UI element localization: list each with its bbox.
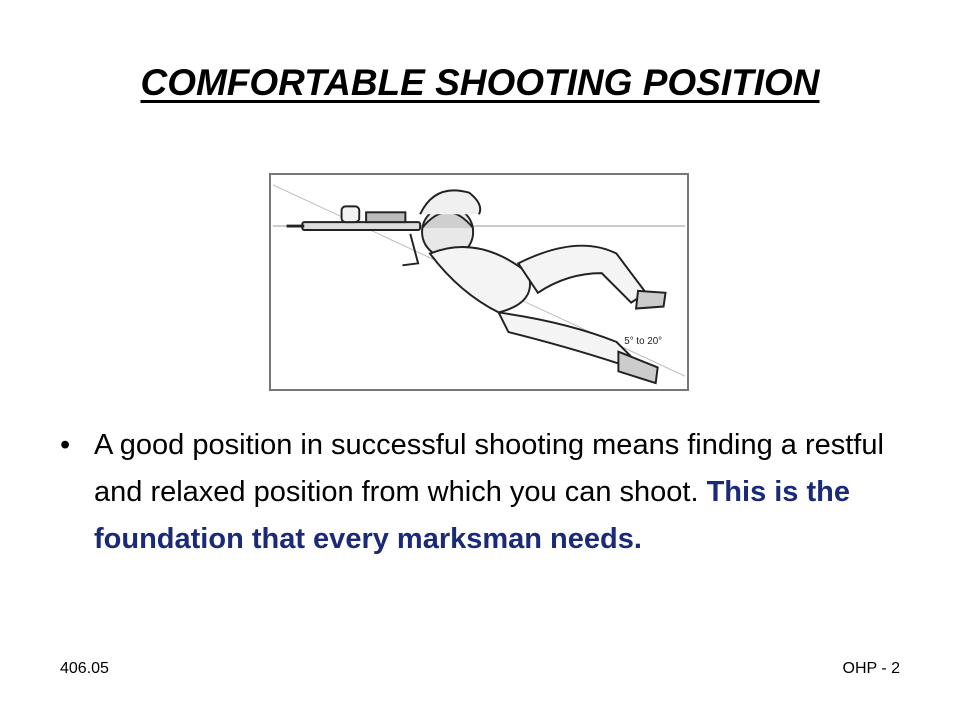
slide-title: COMFORTABLE SHOOTING POSITION [140, 62, 820, 103]
footer-code: 406.05 [60, 660, 109, 677]
bullet-text [94, 422, 894, 563]
bullet-marker: • [60, 429, 71, 461]
prone-shooter-drawing [271, 175, 687, 389]
bullet-plain-text: A good position in successful shooting means finding a restful and relaxed position from which you can shoot. [94, 429, 884, 508]
footer-slide-number: OHP - 2 [842, 660, 900, 677]
angle-label: 5° to 20° [624, 335, 663, 347]
bullet-emphasis-text: This is the foundation that every marksman needs. [94, 476, 850, 555]
prone-shooter-illustration [269, 173, 689, 391]
